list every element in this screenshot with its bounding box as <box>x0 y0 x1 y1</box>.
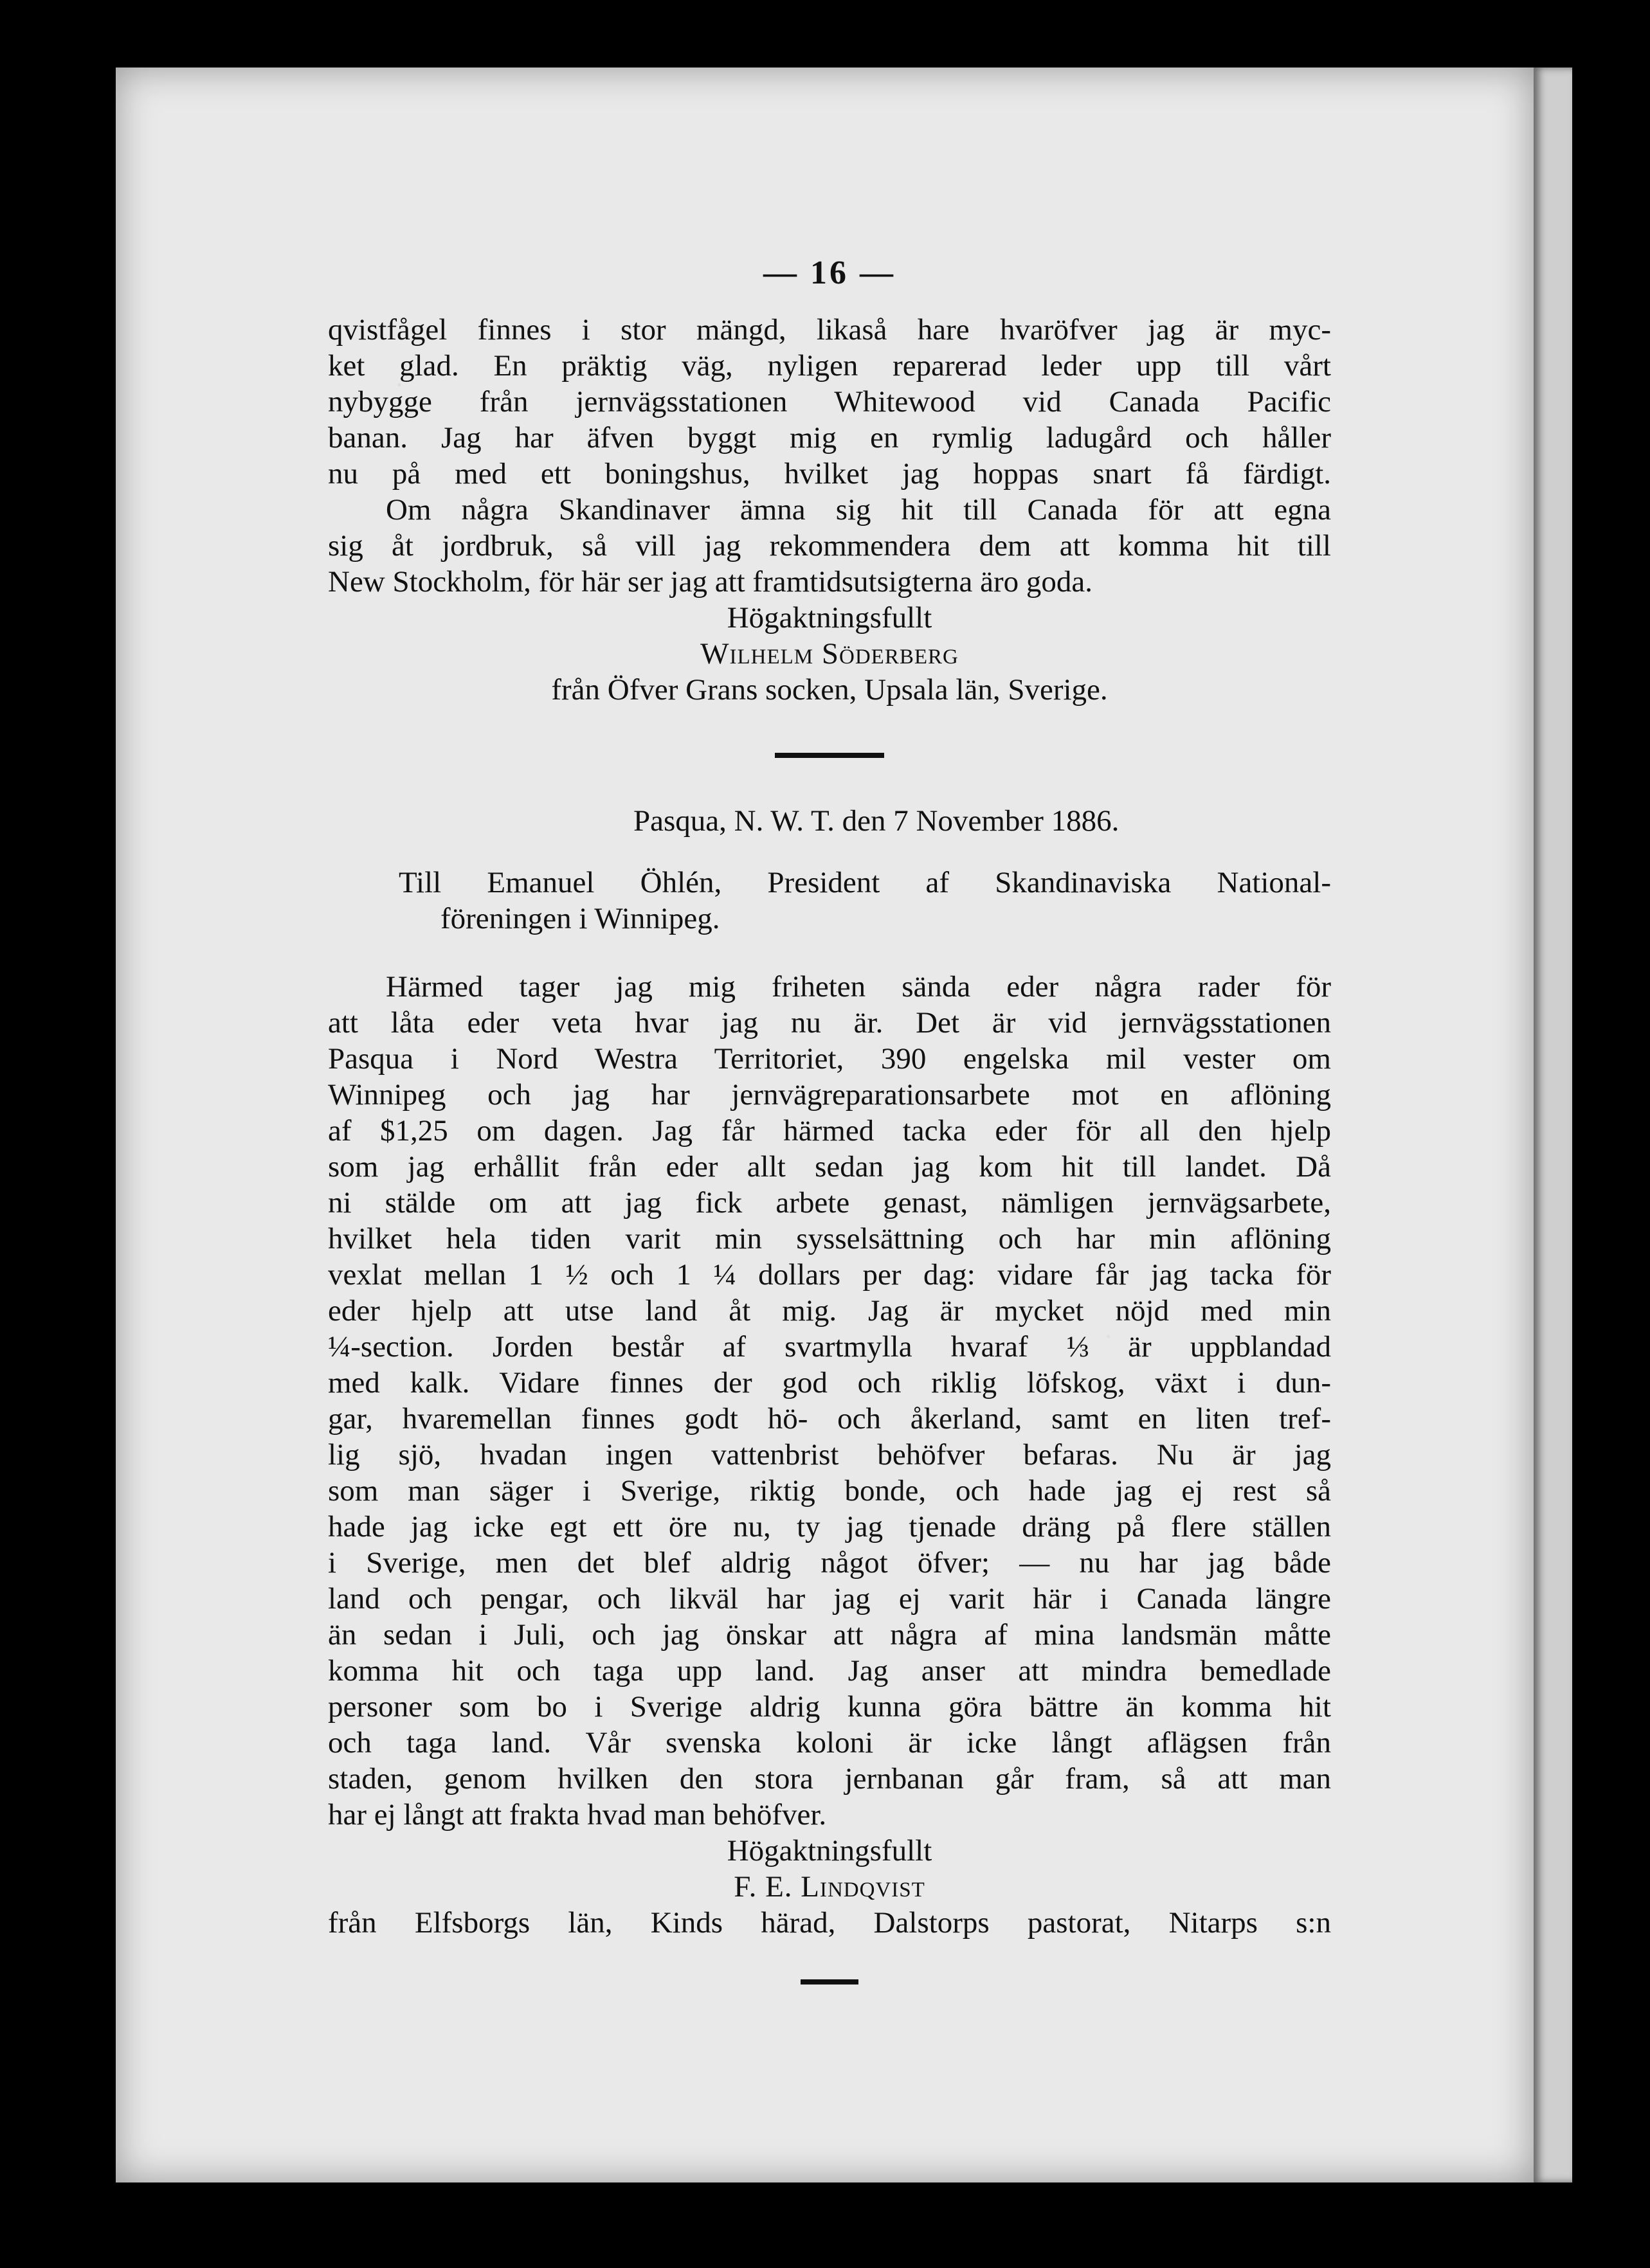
text-line: med kalk. Vidare finnes der god och riklig löfskog, växt i dun- <box>328 1366 1331 1400</box>
text-line: att låta eder veta hvar jag nu är. Det är vid jernvägsstationen <box>328 1006 1331 1040</box>
letter-2-address-line-2: föreningen i Winnipeg. <box>440 902 720 935</box>
text-line: än sedan i Juli, och jag önskar att några af mina landsmän måtte <box>328 1618 1331 1652</box>
text-line: qvistfågel finnes i stor mängd, likaså hare hvaröfver jag är myc- <box>328 313 1331 346</box>
letter-2 <box>328 803 1331 1941</box>
text-line: hade jag icke egt ett öre nu, ty jag tjenade dräng på flere ställen <box>328 1510 1331 1544</box>
letter-1 <box>328 312 1331 708</box>
text-line: ket glad. En präktig väg, nyligen reparerad leder upp till vårt <box>328 349 1331 382</box>
text-line: lig sjö, hvadan ingen vattenbrist behöfver befaras. Nu är jag <box>328 1438 1331 1472</box>
page-edge <box>1534 68 1572 2182</box>
end-divider <box>801 1979 858 1985</box>
text-line: personer som bo i Sverige aldrig kunna göra bättre än komma hit <box>328 1690 1331 1724</box>
text-line: Winnipeg och jag har jernvägreparationsarbete mot en aflöning <box>328 1078 1331 1112</box>
text-line: ni stälde om att jag fick arbete genast, nämligen jernvägsarbete, <box>328 1186 1331 1220</box>
letter-1-closing: Högaktningsfullt <box>727 601 932 634</box>
letter-2-signature: F. E. Lindqvist <box>734 1870 925 1904</box>
text-line: Om några Skandinaver ämna sig hit till Canada för att egna <box>386 493 1331 526</box>
text-line: land och pengar, och likväl har jag ej varit här i Canada längre <box>328 1582 1331 1616</box>
letter-1-body <box>328 312 1331 600</box>
page-text <box>328 254 1331 2030</box>
text-line: i Sverige, men det blef aldrig något öfver; — nu har jag både <box>328 1546 1331 1580</box>
text-line: Härmed tager jag mig friheten sända eder några rader för <box>386 970 1331 1004</box>
text-line: nybygge från jernvägsstationen Whitewood vid Canada Pacific <box>328 385 1331 419</box>
text-line: banan. Jag har äfven byggt mig en rymlig ladugård och håller <box>328 421 1331 455</box>
text-line: nu på med ett boningshus, hvilket jag hoppas snart få färdigt. <box>328 457 1331 491</box>
text-line: af $1,25 om dagen. Jag får härmed tacka eder för all den hjelp <box>328 1114 1331 1148</box>
letter-2-origin: från Elfsborgs län, Kinds härad, Dalstorps pastorat, Nitarps s:n <box>328 1906 1331 1940</box>
text-line: Pasqua i Nord Westra Territoriet, 390 engelska mil vester om <box>328 1042 1331 1076</box>
letter-2-body <box>328 969 1331 1833</box>
letter-2-dateline: Pasqua, N. W. T. den 7 November 1886. <box>633 804 1120 838</box>
text-line: vexlat mellan 1 ½ och 1 ¼ dollars per dag: vidare får jag tacka för <box>328 1258 1331 1292</box>
section-divider <box>775 753 884 758</box>
text-line: och taga land. Vår svenska koloni är icke långt aflägsen från <box>328 1726 1331 1760</box>
page-number: — 16 — <box>763 255 896 291</box>
text-line: som man säger i Sverige, riktig bonde, och hade jag ej rest så <box>328 1474 1331 1508</box>
text-line: som jag erhållit från eder allt sedan jag kom hit till landet. Då <box>328 1150 1331 1184</box>
text-line: hvilket hela tiden varit min sysselsättning och har min aflöning <box>328 1222 1331 1256</box>
text-line: gar, hvaremellan finnes godt hö- och åkerland, samt en liten tref- <box>328 1402 1331 1436</box>
text-line: New Stockholm, för här ser jag att framtidsutsigterna äro goda. <box>328 565 1093 598</box>
letter-2-address-line-1: Till Emanuel Öhlén, President af Skandinaviska National- <box>399 866 1331 899</box>
text-line: komma hit och taga upp land. Jag anser att mindra bemedlade <box>328 1654 1331 1688</box>
text-line: ¼-section. Jorden består af svartmylla hvaraf ⅓ är uppblandad <box>328 1330 1331 1364</box>
text-line: sig åt jordbruk, så vill jag rekommendera dem att komma hit till <box>328 529 1331 562</box>
letter-1-origin: från Öfver Grans socken, Upsala län, Sverige. <box>551 673 1108 706</box>
text-line: staden, genom hvilken den stora jernbanan går fram, så att man <box>328 1762 1331 1796</box>
text-line: har ej långt att frakta hvad man behöfver. <box>328 1798 827 1832</box>
letter-1-signature: Wilhelm Söderberg <box>700 637 959 670</box>
text-line: eder hjelp att utse land åt mig. Jag är mycket nöjd med min <box>328 1294 1331 1328</box>
letter-2-closing: Högaktningsfullt <box>727 1834 932 1868</box>
